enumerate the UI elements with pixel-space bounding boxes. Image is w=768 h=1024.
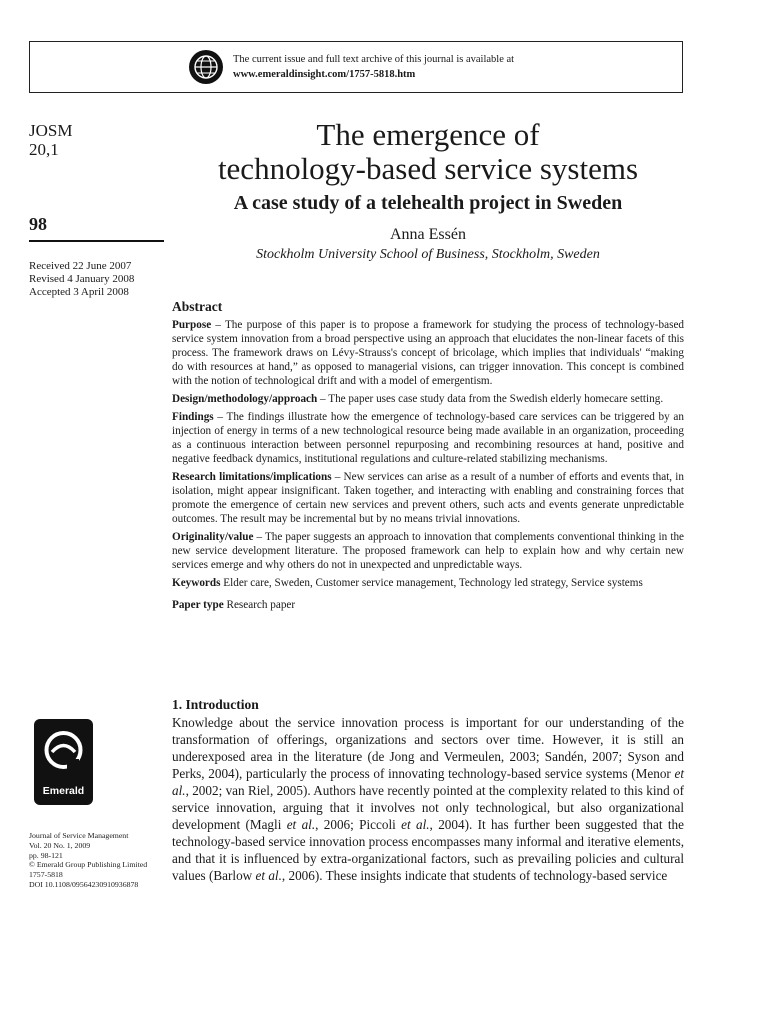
submission-dates — [29, 260, 165, 299]
page-number: 98 — [29, 214, 47, 234]
findings-label: Findings — [172, 411, 214, 423]
journal-abbreviation: JOSM — [29, 121, 73, 140]
intro-text-3: , 2006; Piccoli — [315, 817, 402, 832]
journal-info — [29, 831, 169, 890]
intro-text-4: , 2004). It has further been suggested that the technology-based service innovation process encompasses many informal and iterative elements, and that it is influenced by extra-organizational factors, such as prevailing policies and cultural values (Barlow — [172, 817, 684, 883]
et-al: et al. — [286, 817, 316, 832]
journal-volume-block — [29, 121, 165, 159]
journal-name: Journal of Service Management — [29, 831, 129, 840]
intro-text-2: , 2002; van Riel, 2005). Authors have recently pointed at the complexity related to this kind of service innovation, arguing that it involves not only technological, but also organizational development (Magli — [172, 783, 684, 832]
introduction-heading: 1. Introduction — [172, 697, 259, 712]
accepted-date: Accepted 3 April 2008 — [29, 286, 129, 298]
received-date: Received 22 June 2007 — [29, 260, 132, 272]
article-title — [172, 118, 684, 186]
article-subtitle: A case study of a telehealth project in Sweden — [233, 192, 623, 214]
emerald-globe-icon — [189, 50, 223, 84]
abstract-limitations — [172, 470, 684, 526]
keywords — [172, 576, 684, 590]
et-al: et al. — [172, 766, 684, 798]
journal-banner — [29, 41, 683, 93]
banner-line: The current issue and full text archive of this journal is available at — [233, 54, 515, 65]
author-affiliation: Stockholm University School of Business, Stockholm, Sweden — [256, 247, 600, 262]
paper-type — [172, 598, 684, 612]
title-line-1: The emergence of — [316, 117, 540, 152]
limitations-text: – New services can arise as a result of a number of efforts and events that, in isolation, might appear insignificant. Taken together, and interacting with enabling and constraining forces that promote the emergence of certain new services and prevent others, such acts and events generate unpredictable outcomes. The result may be incremental but by no means trivial innovations. — [172, 471, 684, 525]
title-line-2: technology-based service systems — [217, 151, 639, 186]
abstract-design — [172, 392, 684, 406]
archive-url-link[interactable]: www.emeraldinsight.com/1757-5818.htm — [233, 69, 416, 80]
copyright: © Emerald Group Publishing Limited — [29, 860, 148, 870]
originality-text: – The paper suggests an approach to innovation that complements conventional thinking in the new service development literature. The proposed framework can help to explain how and why certain new services emerge and why others do not in unexpected and unpredictable ways. — [172, 531, 684, 571]
abstract-purpose — [172, 318, 684, 388]
paper-type-text: Research paper — [223, 599, 296, 611]
intro-text-5: , 2006). These insights indicate that students of technology-based service — [281, 868, 668, 883]
introduction-section — [172, 697, 684, 884]
page-range: pp. 98-121 — [29, 850, 63, 860]
et-al: et al. — [255, 868, 282, 883]
emerald-swirl-icon — [34, 719, 93, 781]
author-name: Anna Essén — [390, 226, 466, 243]
design-text: – The paper uses case study data from the Swedish elderly homecare setting. — [317, 393, 664, 405]
et-al: et al. — [401, 817, 430, 832]
purpose-label: Purpose — [172, 319, 212, 331]
abstract-findings — [172, 410, 684, 466]
abstract-heading: Abstract — [172, 299, 223, 314]
emerald-logo — [34, 719, 93, 805]
introduction-body — [172, 714, 684, 884]
logo-wordmark: Emerald — [42, 785, 85, 797]
doi: DOI 10.1108/09564230910936878 — [29, 879, 139, 889]
design-label: Design/methodology/approach — [172, 393, 318, 405]
abstract-section — [172, 299, 684, 616]
issn: 1757-5818 — [29, 870, 63, 880]
keywords-text: Elder care, Sweden, Customer service management, Technology led strategy, Service systems — [220, 577, 643, 589]
findings-text: – The findings illustrate how the emergence of technology-based care services can be triggered by an injection of energy in terms of a new technological resource being made available in an organization, proceeding as a continuous interaction between personnel repurposing and recombining resources at hand, positive and negative feedback dynamics, institutional regulations and culture-related stabilizing mechanisms. — [172, 411, 684, 465]
revised-date: Revised 4 January 2008 — [29, 273, 135, 285]
volume-issue: Vol. 20 No. 1, 2009 — [29, 840, 91, 850]
limitations-label: Research limitations/implications — [172, 471, 332, 483]
banner-text — [233, 52, 514, 82]
sidebar-rule — [29, 240, 164, 242]
originality-label: Originality/value — [172, 531, 254, 543]
journal-volume: 20,1 — [29, 140, 59, 159]
purpose-text: – The purpose of this paper is to propose a framework for studying the process of technology-based service system innovation from a broad perspective using an approach that elucidates the non-linear facets of this process. The framework draws on Lévy-Strauss's concept of bricolage, which implies that individuals' “making do with resources at hand,” as opposed to managerial visions, can trigger innovation. This concept is combined with the notion of technological drift and with a model of emergentism. — [172, 319, 684, 387]
intro-text-1: Knowledge about the service innovation process is important for our understanding of the transformation of offerings, organizations and sectors over time. However, it is still an underexposed area in the literature (de Jong and Vermeulen, 2003; Sandén, 2007; Syson and Perks, 2004), particularly the process of innovating technology-based service systems (Menor — [172, 715, 684, 781]
abstract-originality — [172, 530, 684, 572]
keywords-label: Keywords — [172, 577, 221, 589]
paper-type-label: Paper type — [172, 599, 224, 611]
